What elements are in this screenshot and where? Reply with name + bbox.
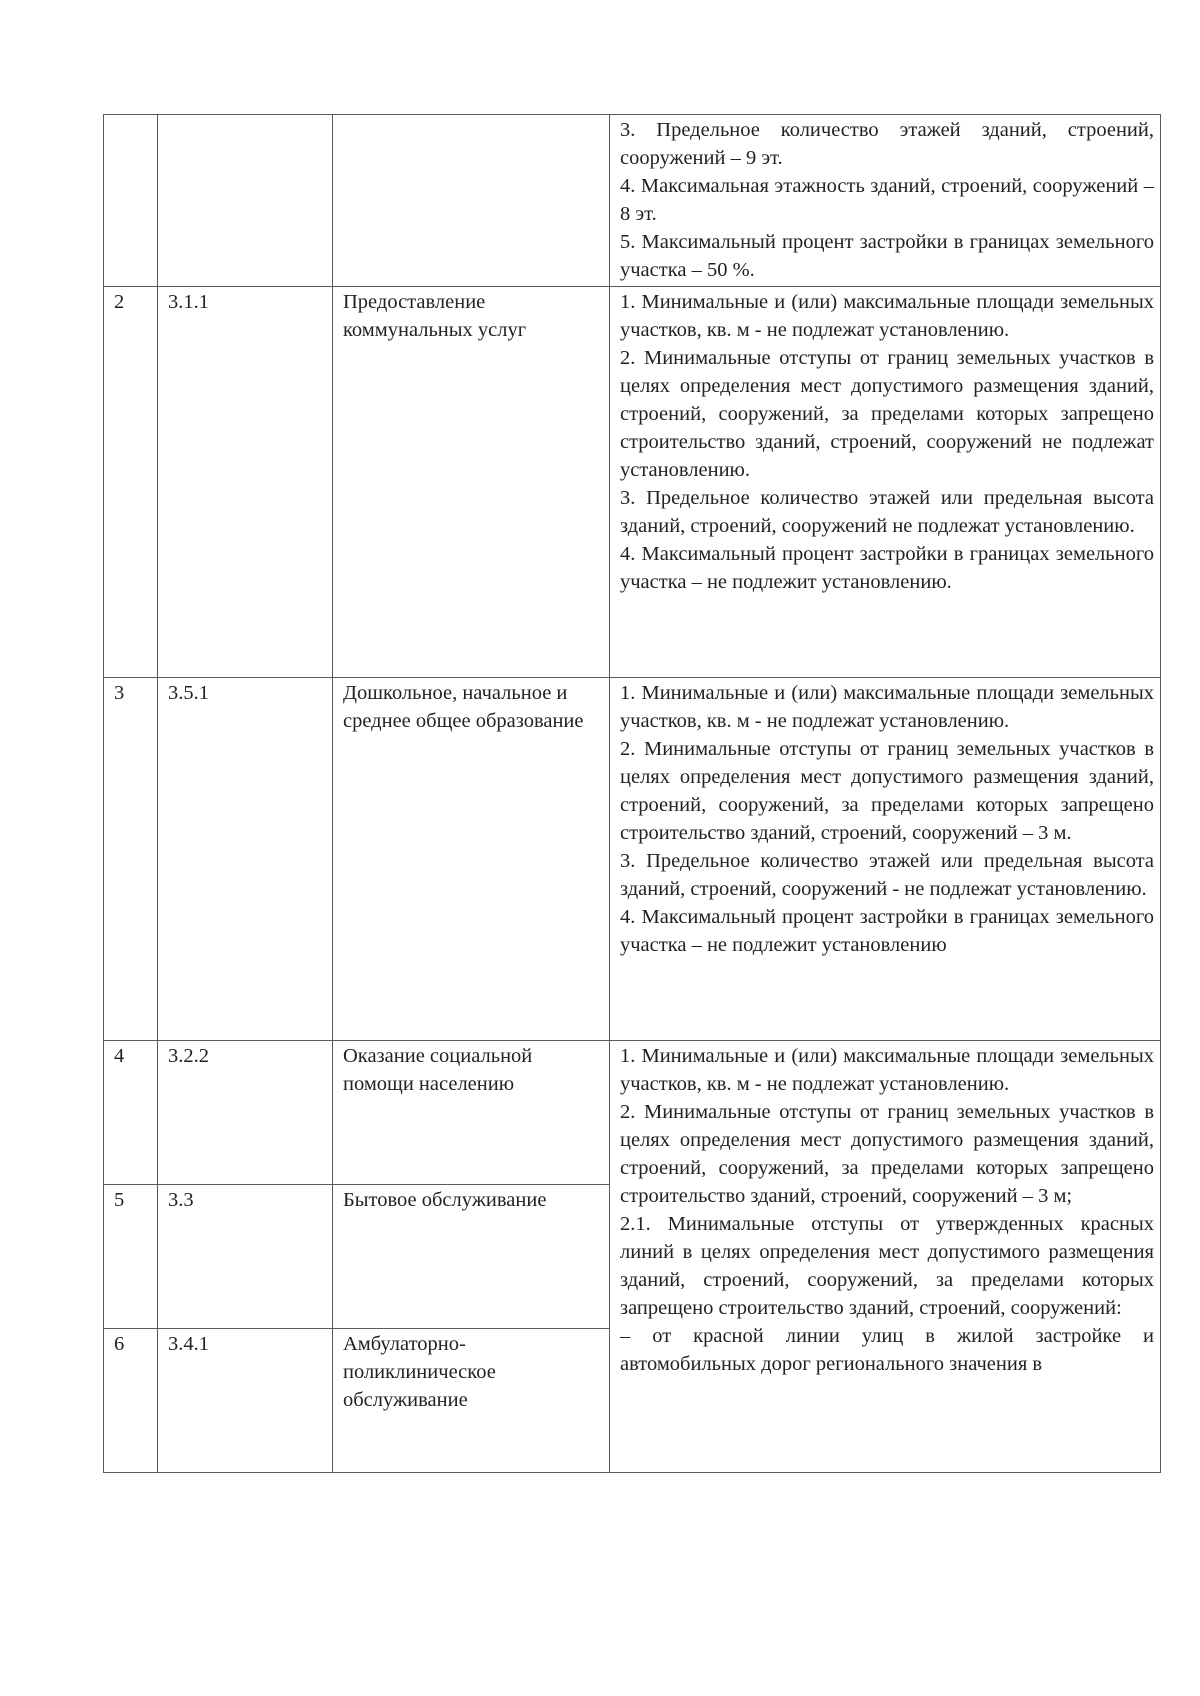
parameter-item: 2.1. Минимальные отступы от утвержденных красных линий в целях определения мест допустимого размещения зданий, строений, сооружений, за пределами которых запрещено строительство зданий, строений, сооружений:: [620, 1213, 1154, 1319]
parameter-item: 3. Предельное количество этажей или предельная высота зданий, строений, сооружений не подлежат установлению.: [620, 487, 1154, 537]
table-row: [104, 287, 1161, 678]
use-name-cell: [333, 115, 610, 287]
table-row: [104, 678, 1161, 1041]
use-name-cell: Предоставление коммунальных услуг: [333, 287, 610, 678]
parameters-cell: [610, 678, 1161, 1041]
parameter-item: 1. Минимальные и (или) максимальные площади земельных участков, кв. м - не подлежат установлению.: [620, 682, 1154, 732]
row-number-cell: 5: [104, 1185, 158, 1329]
parameter-item: 5. Максимальный процент застройки в границах земельного участка – 50 %.: [620, 231, 1154, 281]
land-use-regulations-table: [103, 114, 1161, 1473]
row-number-cell: 4: [104, 1041, 158, 1185]
use-name-cell: Дошкольное, начальное и среднее общее образование: [333, 678, 610, 1041]
parameters-cell: [610, 115, 1161, 287]
row-number-cell: 2: [104, 287, 158, 678]
use-name-cell: Амбулаторно-поликлиническое обслуживание: [333, 1329, 610, 1473]
parameter-item: 4. Максимальная этажность зданий, строений, сооружений – 8 эт.: [620, 175, 1154, 225]
row-number-cell: [104, 115, 158, 287]
row-number-cell: 6: [104, 1329, 158, 1473]
parameter-item: 4. Максимальный процент застройки в границах земельного участка – не подлежит установлению: [620, 906, 1154, 956]
use-code-cell: 3.2.2: [158, 1041, 333, 1185]
use-code-cell: 3.4.1: [158, 1329, 333, 1473]
parameter-item: 4. Максимальный процент застройки в границах земельного участка – не подлежит установлению.: [620, 543, 1154, 593]
parameters-cell: [610, 287, 1161, 678]
use-code-cell: 3.3: [158, 1185, 333, 1329]
parameter-item: 2. Минимальные отступы от границ земельных участков в целях определения мест допустимого размещения зданий, строений, сооружений, за пределами которых запрещено строительство зданий, строений, сооружений – 3 м.: [620, 738, 1154, 844]
parameter-item: 1. Минимальные и (или) максимальные площади земельных участков, кв. м - не подлежат установлению.: [620, 1045, 1154, 1095]
use-code-cell: 3.1.1: [158, 287, 333, 678]
use-code-cell: 3.5.1: [158, 678, 333, 1041]
parameter-item: 2. Минимальные отступы от границ земельных участков в целях определения мест допустимого размещения зданий, строений, сооружений, за пределами которых запрещено строительство зданий, строений, сооружений – 3 м;: [620, 1101, 1154, 1207]
parameter-item: 1. Минимальные и (или) максимальные площади земельных участков, кв. м - не подлежат установлению.: [620, 291, 1154, 341]
shared-parameters-cell: [610, 1041, 1161, 1473]
row-number-cell: 3: [104, 678, 158, 1041]
use-code-cell: [158, 115, 333, 287]
use-name-cell: Бытовое обслуживание: [333, 1185, 610, 1329]
use-name-cell: Оказание социальной помощи населению: [333, 1041, 610, 1185]
table-row: [104, 1041, 1161, 1185]
parameter-item: – от красной линии улиц в жилой застройке и автомобильных дорог регионального значения в: [620, 1325, 1154, 1375]
parameter-item: 2. Минимальные отступы от границ земельных участков в целях определения мест допустимого размещения зданий, строений, сооружений, за пределами которых запрещено строительство зданий, строений, сооружений не подлежат установлению.: [620, 347, 1154, 481]
parameter-item: 3. Предельное количество этажей или предельная высота зданий, строений, сооружений - не подлежат установлению.: [620, 850, 1154, 900]
table-row: [104, 115, 1161, 287]
parameter-item: 3. Предельное количество этажей зданий, строений, сооружений – 9 эт.: [620, 119, 1154, 169]
